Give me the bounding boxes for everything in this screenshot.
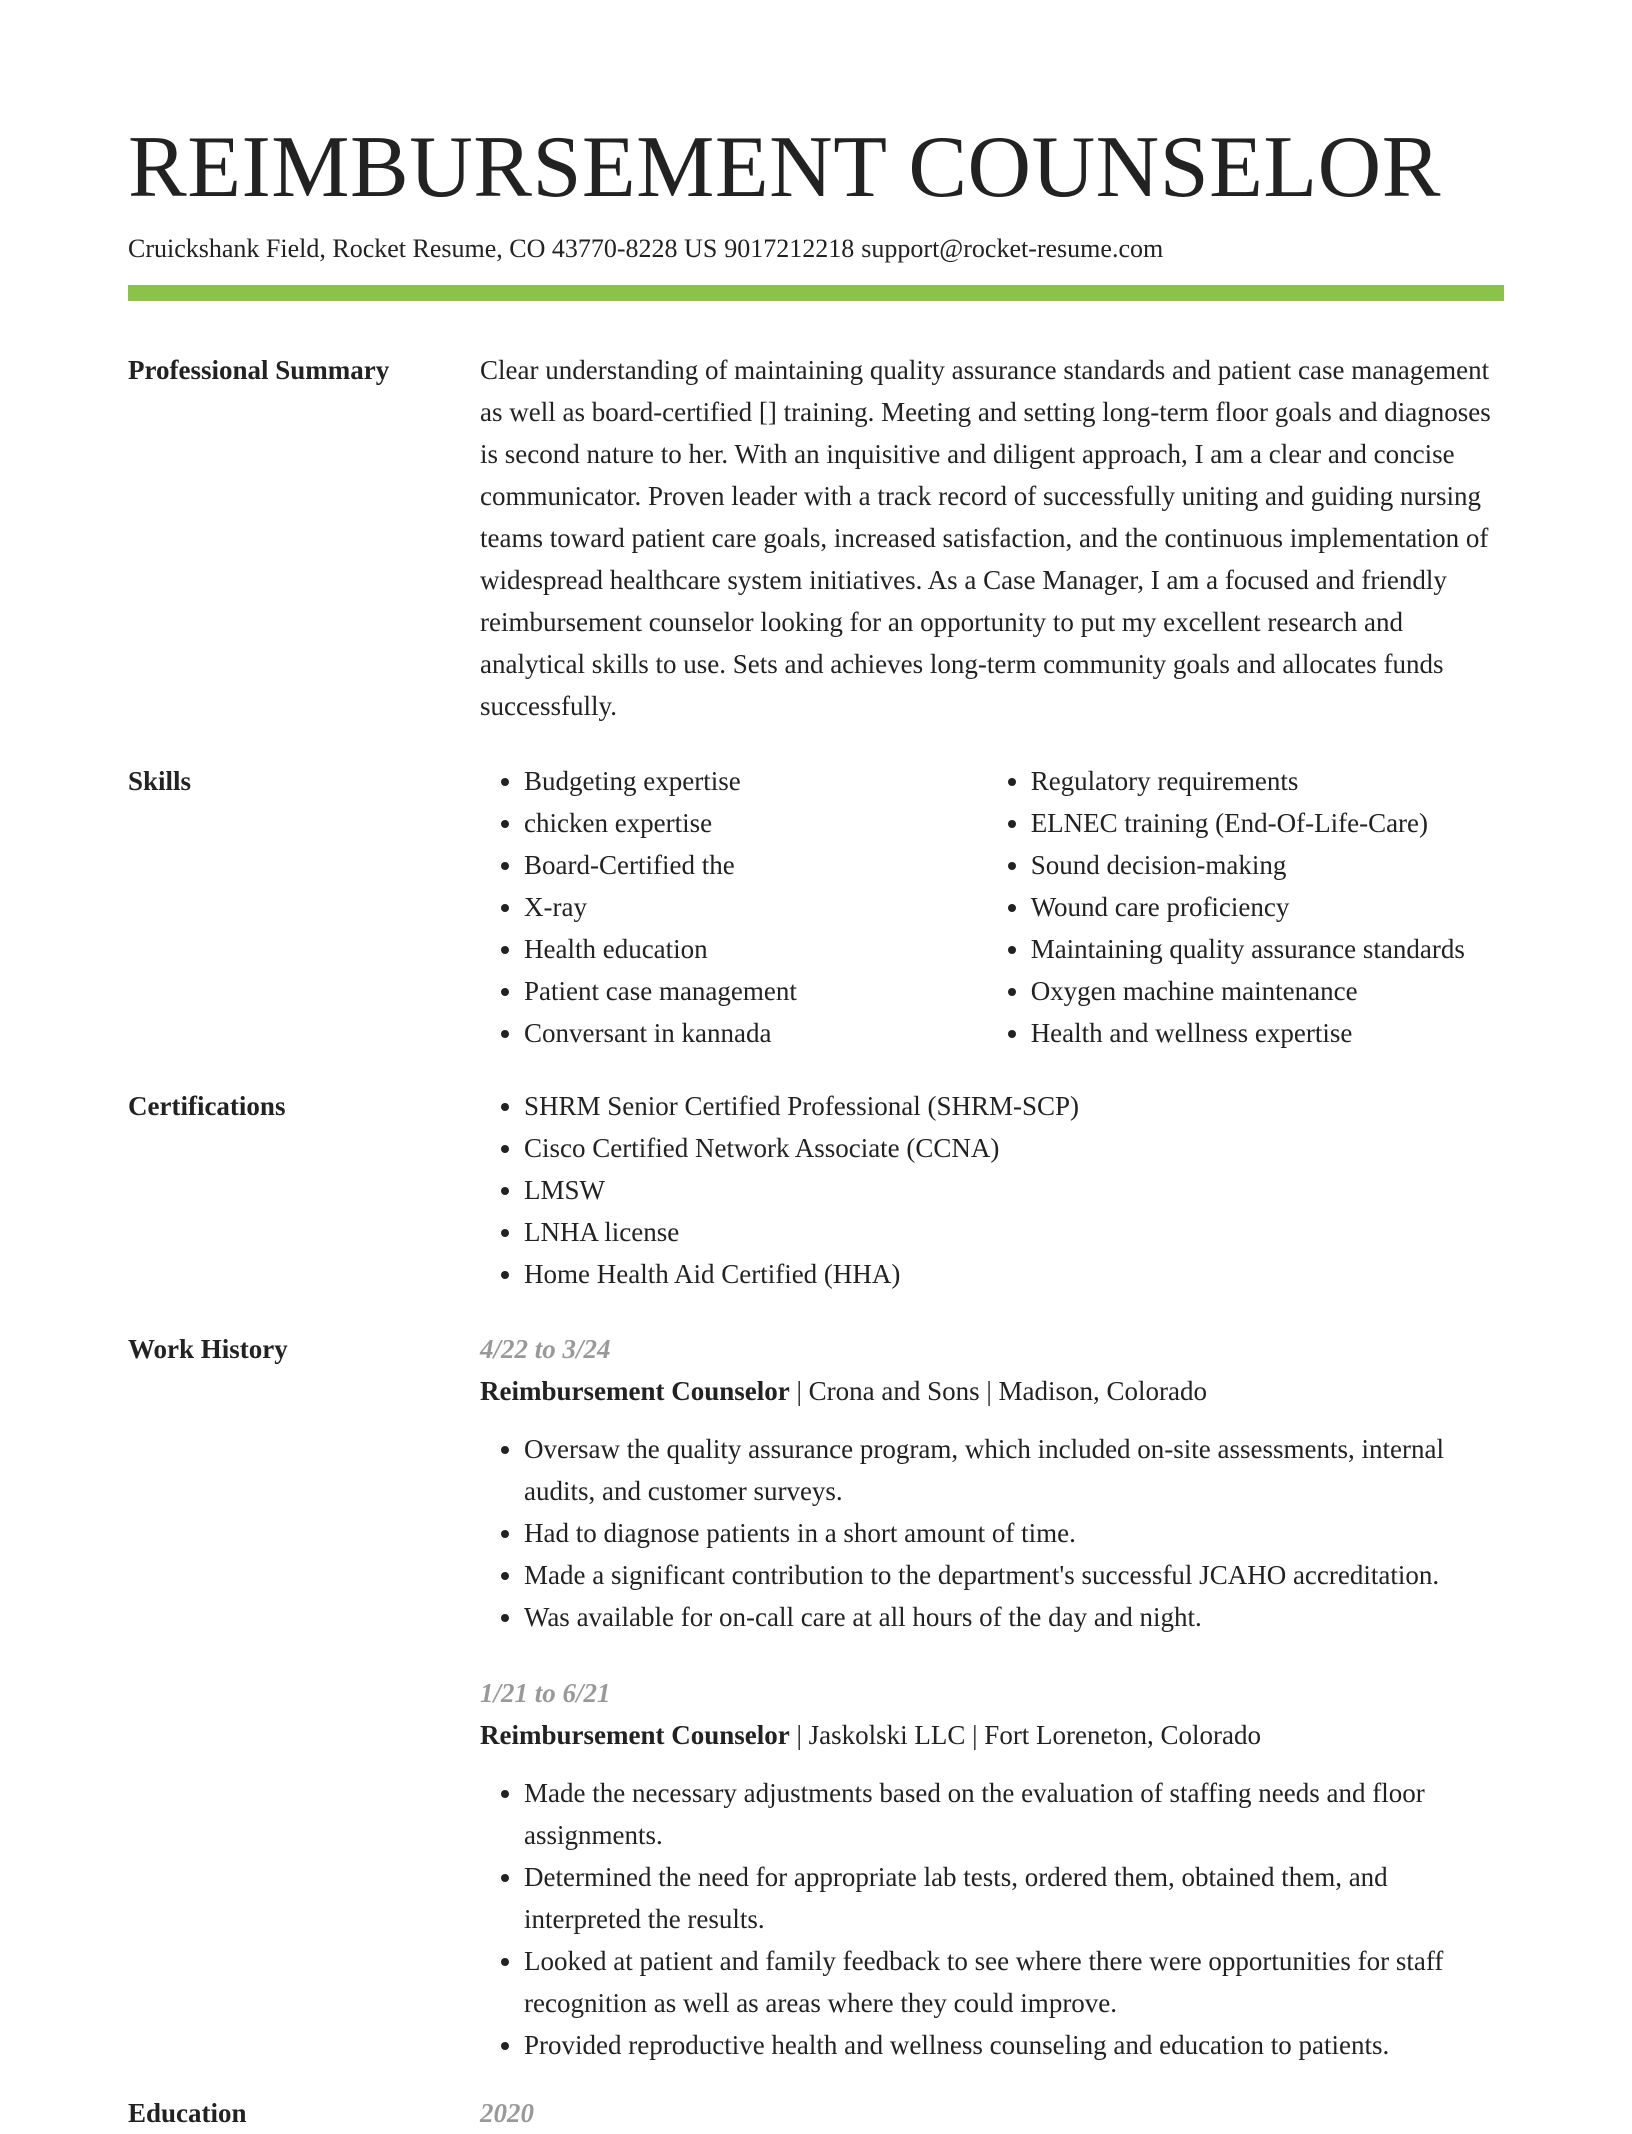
job-heading: [480, 1370, 1504, 1412]
job-dates: 4/22 to 3/24: [480, 1334, 611, 1364]
skill-item: • Budgeting expertise: [524, 760, 943, 802]
skill-item: • Oxygen machine maintenance: [1031, 970, 1504, 1012]
job-duties-list: [480, 1772, 1504, 2066]
certification-item: • Home Health Aid Certified (HHA): [524, 1253, 1504, 1295]
skill-item: • Health education: [524, 928, 943, 970]
section-title-summary: Professional Summary: [128, 355, 390, 385]
skills-list-right: [987, 760, 1504, 1054]
skills-list-left: [480, 760, 943, 1054]
job-dates: 1/21 to 6/21: [480, 1678, 611, 1708]
job-employer-location: | Crona and Sons | Madison, Colorado: [789, 1376, 1208, 1406]
skill-item: • Conversant in kannada: [524, 1012, 943, 1054]
job-position: Reimbursement Counselor: [480, 1720, 790, 1750]
certifications-list: [480, 1085, 1504, 1295]
job-duty: • Was available for on-call care at all hours of the day and night.: [524, 1596, 1504, 1638]
job-duty: • Made the necessary adjustments based on the evaluation of staffing needs and floor assignments.: [524, 1772, 1504, 1856]
skill-item: • Wound care proficiency: [1031, 886, 1504, 928]
section-title-skills: Skills: [128, 766, 192, 796]
job-position: Reimbursement Counselor: [480, 1376, 790, 1406]
job-duty: • Looked at patient and family feedback to see where there were opportunities for staff recognition as well as areas where they could improve.: [524, 1940, 1504, 2024]
job-duties-list: [480, 1428, 1504, 1638]
job-entry: [480, 1672, 1504, 2066]
certification-item: • SHRM Senior Certified Professional (SHRM-SCP): [524, 1085, 1504, 1127]
contact-email: support@rocket-resume.com: [861, 234, 1164, 263]
job-duty: • Provided reproductive health and wellness counseling and education to patients.: [524, 2024, 1504, 2066]
skill-item: • Patient case management: [524, 970, 943, 1012]
education-dates: 2020: [480, 2098, 534, 2128]
job-duty: • Determined the need for appropriate lab tests, ordered them, obtained them, and interpreted the results.: [524, 1856, 1504, 1940]
skill-item: • Maintaining quality assurance standards: [1031, 928, 1504, 970]
certification-item: • Cisco Certified Network Associate (CCNA): [524, 1127, 1504, 1169]
section-title-certifications: Certifications: [128, 1091, 286, 1121]
accent-divider: [128, 285, 1504, 301]
skill-item: • Health and wellness expertise: [1031, 1012, 1504, 1054]
contact-phone: 9017212218: [724, 234, 855, 263]
job-duty: • Made a significant contribution to the department's successful JCAHO accreditation.: [524, 1554, 1504, 1596]
summary-text: Clear understanding of maintaining quality assurance standards and patient case management as well as board-certified [] training. Meeting and setting long-term floor goals and diagnoses is second nature to her. With an inquisitive and diligent approach, I am a clear and concise communicator. Proven leader with a track record of successfully uniting and guiding nursing teams toward patient care goals, increased satisfaction, and the continuous implementation of widespread healthcare system initiatives. As a Case Manager, I am a focused and friendly reimbursement counselor looking for an opportunity to put my excellent research and analytical skills to use. Sets and achieves long-term community goals and allocates funds successfully.: [480, 355, 1491, 721]
skill-item: • X-ray: [524, 886, 943, 928]
job-heading: [480, 1714, 1504, 1756]
skill-item: • chicken expertise: [524, 802, 943, 844]
certification-item: • LNHA license: [524, 1211, 1504, 1253]
job-duty: • Had to diagnose patients in a short amount of time.: [524, 1512, 1504, 1554]
contact-line: [128, 232, 1163, 266]
contact-address: Cruickshank Field, Rocket Resume, CO 43770-8228 US: [128, 234, 718, 263]
skill-item: • Regulatory requirements: [1031, 760, 1504, 802]
certification-item: • LMSW: [524, 1169, 1504, 1211]
skill-item: • ELNEC training (End-Of-Life-Care): [1031, 802, 1504, 844]
skill-item: • Sound decision-making: [1031, 844, 1504, 886]
job-entry: [480, 1328, 1504, 1638]
section-title-work-history: Work History: [128, 1334, 288, 1364]
job-employer-location: | Jaskolski LLC | Fort Loreneton, Colorado: [789, 1720, 1261, 1750]
resume-title: REIMBURSEMENT COUNSELOR: [128, 119, 1441, 216]
job-duty: • Oversaw the quality assurance program, which included on-site assessments, internal audits, and customer surveys.: [524, 1428, 1504, 1512]
section-title-education: Education: [128, 2098, 247, 2128]
skill-item: • Board-Certified the: [524, 844, 943, 886]
